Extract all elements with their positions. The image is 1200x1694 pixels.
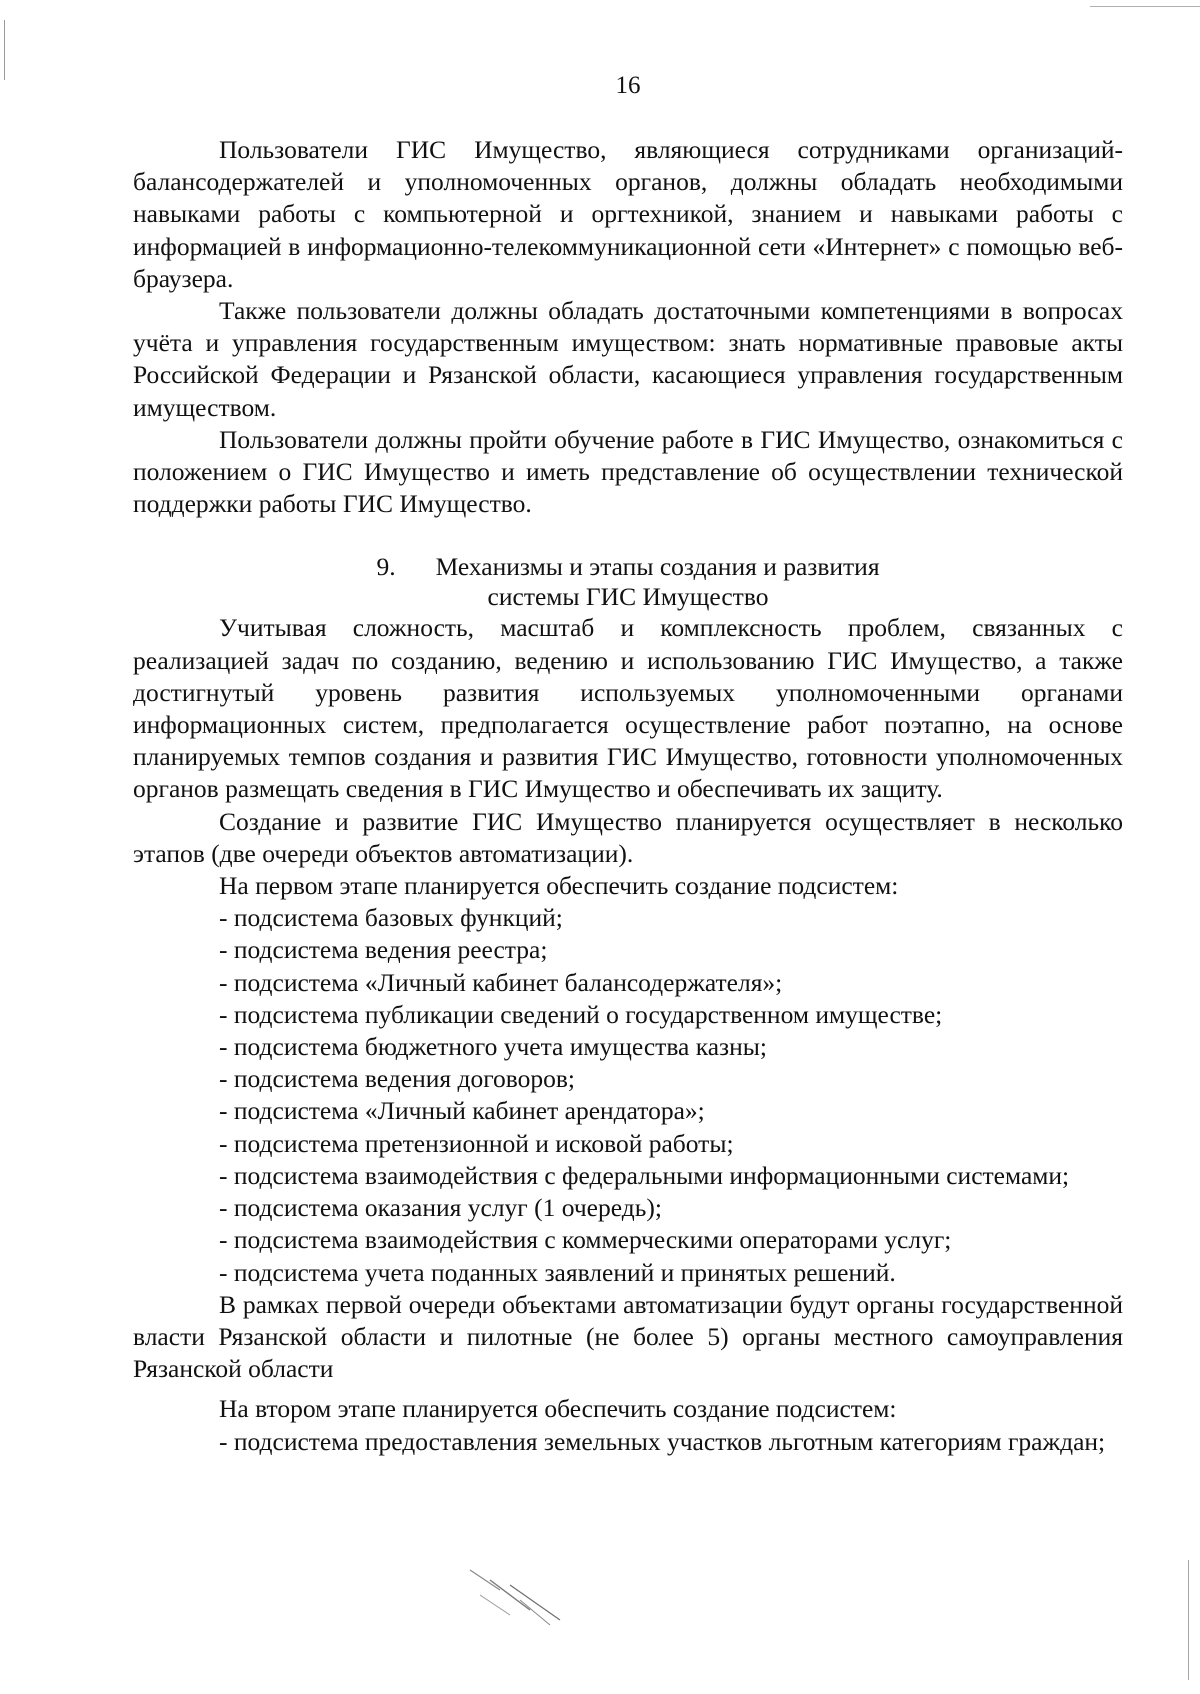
list-item: - подсистема «Личный кабинет балансодержателя»;	[219, 967, 783, 997]
document-body	[133, 134, 1123, 1458]
paragraph: Пользователи должны пройти обучение работе в ГИС Имущество, ознакомиться с положением о ГИС Имущество и иметь представление об осуществлении технической поддержки работы ГИС Имущество.	[133, 424, 1123, 519]
section-number: 9.	[376, 552, 396, 582]
section-title-line1: Механизмы и этапы создания и развития	[435, 552, 880, 582]
paragraph-gap	[133, 1385, 1123, 1393]
paragraph: На втором этапе планируется обеспечить создание подсистем:	[219, 1394, 897, 1424]
paragraph: Создание и развитие ГИС Имущество планируется осуществляет в несколько этапов (две очереди объектов автоматизации).	[133, 806, 1123, 868]
list-item: - подсистема оказания услуг (1 очередь);	[219, 1193, 662, 1223]
paragraph: Пользователи ГИС Имущество, являющиеся сотрудниками организаций-балансодержателей и уполномоченных органов, должны обладать необходимыми навыками работы с компьютерной и оргтехникой, знанием и навыками работы с информацией в информационно-телекоммуникационной сети «Интернет» с помощью веб-браузера.	[133, 135, 1123, 293]
scan-edge-line	[1188, 1560, 1189, 1680]
section-title-line2: системы ГИС Имущество	[487, 582, 769, 612]
section-heading	[133, 552, 1123, 612]
paragraph: Также пользователи должны обладать достаточными компетенциями в вопросах учёта и управления государственным имуществом: знать нормативные правовые акты Российской Федерации и Рязанской области, касающиеся управления государственным имуществом.	[133, 296, 1123, 422]
list-item: - подсистема предоставления земельных участков льготным категориям граждан;	[219, 1426, 1106, 1456]
scan-marks	[460, 1560, 580, 1630]
list-item: - подсистема претензионной и исковой работы;	[219, 1128, 734, 1158]
list-item: - подсистема публикации сведений о государственном имуществе;	[219, 999, 943, 1029]
list-item: - подсистема ведения реестра;	[219, 935, 548, 965]
list-item: - подсистема взаимодействия с коммерческими операторами услуг;	[219, 1225, 952, 1255]
scan-edge-line	[1090, 6, 1200, 7]
list-item: - подсистема ведения договоров;	[219, 1064, 576, 1094]
paragraph: В рамках первой очереди объектами автоматизации будут органы государственной власти Рязанской области и пилотные (не более 5) органы местного самоуправления Рязанской области	[133, 1289, 1123, 1384]
paragraph: Учитывая сложность, масштаб и комплексность проблем, связанных с реализацией задач по созданию, ведению и использованию ГИС Имущество, а также достигнутый уровень развития используемых уполномоченными органами информационных систем, предполагается осуществление работ поэтапно, на основе планируемых темпов создания и развития ГИС Имущество, готовности уполномоченных органов размещать сведения в ГИС Имущество и обеспечивать их защиту.	[133, 613, 1123, 804]
paragraph: На первом этапе планируется обеспечить создание подсистем:	[219, 871, 899, 901]
list-item: - подсистема базовых функций;	[219, 903, 563, 933]
list-item: - подсистема взаимодействия с федеральными информационными системами;	[219, 1160, 1070, 1190]
list-item: - подсистема бюджетного учета имущества казны;	[219, 1032, 767, 1062]
page-number: 16	[615, 72, 641, 99]
list-item: - подсистема «Личный кабинет арендатора»;	[219, 1096, 705, 1126]
list-item: - подсистема учета поданных заявлений и принятых решений.	[219, 1257, 896, 1287]
section-heading-line1	[133, 552, 1123, 582]
